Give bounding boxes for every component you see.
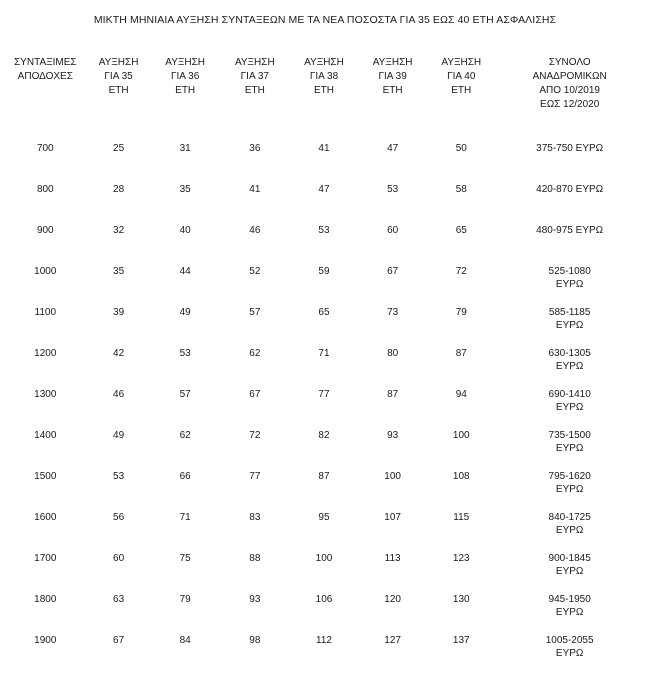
retroactive-total-value: 795-1620 ΕΥΡΩ	[548, 471, 591, 495]
increase-37-cell: 83	[249, 512, 261, 523]
retroactive-total-cell	[495, 388, 644, 429]
retroactive-total-value: 690-1410 ΕΥΡΩ	[548, 389, 591, 413]
table-row	[4, 429, 644, 470]
pensionable-earnings-cell: 1300	[34, 389, 57, 400]
increase-37-cell: 93	[249, 594, 261, 605]
pensionable-earnings-cell: 1400	[34, 430, 57, 441]
increase-36-cell: 84	[179, 635, 191, 646]
increase-38-cell: 77	[318, 389, 330, 400]
increase-35-cell: 49	[113, 430, 125, 441]
pensionable-earnings-cell: 1200	[34, 348, 57, 359]
increase-35-cell: 63	[113, 594, 125, 605]
table-row	[4, 306, 644, 347]
increase-37-cell: 72	[249, 430, 261, 441]
retroactive-total-cell	[495, 429, 644, 470]
increase-35-cell: 42	[113, 348, 125, 359]
increase-38-cell: 100	[315, 553, 333, 564]
table-row	[4, 634, 644, 678]
pensionable-earnings-cell: 1800	[34, 594, 57, 605]
increase-35-cell: 46	[113, 389, 125, 400]
increase-38-cell: 71	[318, 348, 330, 359]
increase-36-cell: 31	[179, 143, 191, 154]
retroactive-total-value: 945-1950 ΕΥΡΩ	[548, 594, 591, 618]
header-increase-37-years: ΑΥΞΗΣΗ ΓΙΑ 37 ΕΤΗ	[234, 57, 275, 96]
pensionable-earnings-cell: 800	[36, 184, 54, 195]
increase-39-cell: 93	[387, 430, 399, 441]
retroactive-total-cell	[495, 347, 644, 388]
header-pensionable-earnings: ΣΥΝΤΑΞΙΜΕΣ ΑΠΟΔΟΧΕΣ	[14, 57, 77, 82]
retroactive-total-value: 585-1185 ΕΥΡΩ	[548, 307, 591, 331]
increase-40-cell: 87	[455, 348, 467, 359]
increase-36-cell: 66	[179, 471, 191, 482]
increase-39-cell: 73	[387, 307, 399, 318]
table-row	[4, 388, 644, 429]
pensionable-earnings-cell: 1700	[34, 553, 57, 564]
retroactive-total-cell	[495, 224, 644, 265]
retroactive-total-value: 375-750 ΕΥΡΩ	[536, 143, 604, 154]
increase-39-cell: 113	[384, 553, 401, 564]
table-body	[4, 142, 644, 678]
header-retroactive-total: ΣΥΝΟΛΟ ΑΝΑΔΡΟΜΙΚΩΝ ΑΠΟ 10/2019 ΕΩΣ 12/2020	[532, 57, 607, 110]
increase-40-cell: 94	[455, 389, 467, 400]
retroactive-total-value: 1005-2055 ΕΥΡΩ	[545, 635, 594, 659]
increase-38-cell: 47	[318, 184, 330, 195]
increase-38-cell: 59	[318, 266, 330, 277]
pensionable-earnings-cell: 900	[36, 225, 54, 236]
retroactive-total-value: 480-975 ΕΥΡΩ	[536, 225, 604, 236]
increase-39-cell: 107	[384, 512, 401, 523]
increase-36-cell: 53	[179, 348, 191, 359]
retroactive-total-value: 735-1500 ΕΥΡΩ	[548, 430, 591, 454]
increase-38-cell: 53	[318, 225, 330, 236]
table-row	[4, 552, 644, 593]
increase-39-cell: 127	[384, 635, 401, 646]
retroactive-total-cell	[495, 142, 644, 183]
increase-40-cell: 123	[452, 553, 470, 564]
increase-37-cell: 67	[249, 389, 261, 400]
retroactive-total-value: 525-1080 ΕΥΡΩ	[548, 266, 591, 290]
table-row	[4, 593, 644, 634]
increase-38-cell: 87	[318, 471, 330, 482]
table-header-row	[4, 56, 644, 142]
retroactive-total-cell	[495, 511, 644, 552]
increase-40-cell: 50	[455, 143, 467, 154]
table-row	[4, 265, 644, 306]
pensionable-earnings-cell: 1900	[34, 635, 57, 646]
header-increase-39-years: ΑΥΞΗΣΗ ΓΙΑ 39 ΕΤΗ	[372, 57, 413, 96]
increase-40-cell: 137	[452, 635, 470, 646]
retroactive-total-cell	[495, 306, 644, 347]
pensionable-earnings-cell: 1500	[34, 471, 57, 482]
increase-35-cell: 56	[113, 512, 125, 523]
increase-35-cell: 35	[113, 266, 125, 277]
increase-36-cell: 75	[179, 553, 191, 564]
increase-36-cell: 71	[179, 512, 191, 523]
increase-39-cell: 67	[387, 266, 399, 277]
increase-36-cell: 62	[179, 430, 191, 441]
increase-36-cell: 40	[179, 225, 191, 236]
retroactive-total-value: 900-1845 ΕΥΡΩ	[548, 553, 591, 577]
increase-37-cell: 36	[249, 143, 261, 154]
increase-38-cell: 106	[315, 594, 333, 605]
increase-36-cell: 79	[179, 594, 191, 605]
increase-40-cell: 100	[452, 430, 470, 441]
increase-39-cell: 100	[384, 471, 401, 482]
increase-37-cell: 77	[249, 471, 261, 482]
increase-40-cell: 65	[455, 225, 467, 236]
increase-40-cell: 79	[455, 307, 467, 318]
increase-40-cell: 58	[455, 184, 467, 195]
retroactive-total-value: 630-1305 ΕΥΡΩ	[548, 348, 591, 372]
retroactive-total-cell	[495, 552, 644, 593]
retroactive-total-cell	[495, 634, 644, 678]
retroactive-total-cell	[495, 265, 644, 306]
retroactive-total-cell	[495, 183, 644, 224]
table-row	[4, 511, 644, 552]
retroactive-total-value: 420-870 ΕΥΡΩ	[536, 184, 604, 195]
increase-38-cell: 65	[318, 307, 330, 318]
header-increase-40-years: ΑΥΞΗΣΗ ΓΙΑ 40 ΕΤΗ	[441, 57, 482, 96]
increase-39-cell: 60	[387, 225, 399, 236]
increase-39-cell: 47	[387, 143, 399, 154]
increase-38-cell: 82	[318, 430, 330, 441]
table-title: ΜΙΚΤΗ ΜΗΝΙΑΙΑ ΑΥΞΗΣΗ ΣΥΝΤΑΞΕΩΝ ΜΕ ΤΑ ΝΕΑ ΠΟΣΟΣΤΑ ΓΙΑ 35 ΕΩΣ 40 ΕΤΗ ΑΣΦΑΛΙΣΗΣ	[93, 14, 557, 26]
increase-37-cell: 57	[249, 307, 261, 318]
increase-36-cell: 35	[179, 184, 191, 195]
increase-37-cell: 41	[249, 184, 261, 195]
table-row	[4, 224, 644, 265]
increase-35-cell: 32	[113, 225, 125, 236]
increase-38-cell: 95	[318, 512, 330, 523]
header-increase-35-years: ΑΥΞΗΣΗ ΓΙΑ 35 ΕΤΗ	[98, 57, 139, 96]
increase-37-cell: 98	[249, 635, 261, 646]
increase-38-cell: 41	[318, 143, 330, 154]
table-row	[4, 347, 644, 388]
increase-35-cell: 39	[113, 307, 125, 318]
increase-40-cell: 72	[455, 266, 467, 277]
increase-37-cell: 46	[249, 225, 261, 236]
pensionable-earnings-cell: 1100	[34, 307, 57, 318]
table-row	[4, 183, 644, 224]
increase-36-cell: 49	[179, 307, 191, 318]
increase-35-cell: 28	[113, 184, 125, 195]
table-row	[4, 142, 644, 183]
increase-35-cell: 67	[113, 635, 125, 646]
increase-38-cell: 112	[316, 635, 332, 646]
pensionable-earnings-cell: 1000	[34, 266, 57, 277]
increase-39-cell: 87	[387, 389, 399, 400]
increase-37-cell: 52	[249, 266, 261, 277]
table-row	[4, 470, 644, 511]
increase-35-cell: 53	[113, 471, 125, 482]
increase-40-cell: 115	[453, 512, 470, 523]
retroactive-total-cell	[495, 593, 644, 634]
header-increase-36-years: ΑΥΞΗΣΗ ΓΙΑ 36 ΕΤΗ	[165, 57, 206, 96]
retroactive-total-cell	[495, 470, 644, 511]
pension-increase-table	[4, 56, 644, 678]
increase-37-cell: 62	[249, 348, 261, 359]
increase-40-cell: 130	[452, 594, 470, 605]
increase-39-cell: 80	[387, 348, 399, 359]
increase-35-cell: 60	[113, 553, 125, 564]
increase-36-cell: 57	[179, 389, 191, 400]
header-increase-38-years: ΑΥΞΗΣΗ ΓΙΑ 38 ΕΤΗ	[304, 57, 344, 96]
increase-39-cell: 120	[384, 594, 401, 605]
increase-36-cell: 44	[179, 266, 191, 277]
increase-35-cell: 25	[113, 143, 125, 154]
pensionable-earnings-cell: 700	[36, 143, 54, 154]
retroactive-total-value: 840-1725 ΕΥΡΩ	[548, 512, 591, 536]
increase-39-cell: 53	[387, 184, 399, 195]
increase-37-cell: 88	[249, 553, 261, 564]
increase-40-cell: 108	[452, 471, 470, 482]
pensionable-earnings-cell: 1600	[34, 512, 57, 523]
